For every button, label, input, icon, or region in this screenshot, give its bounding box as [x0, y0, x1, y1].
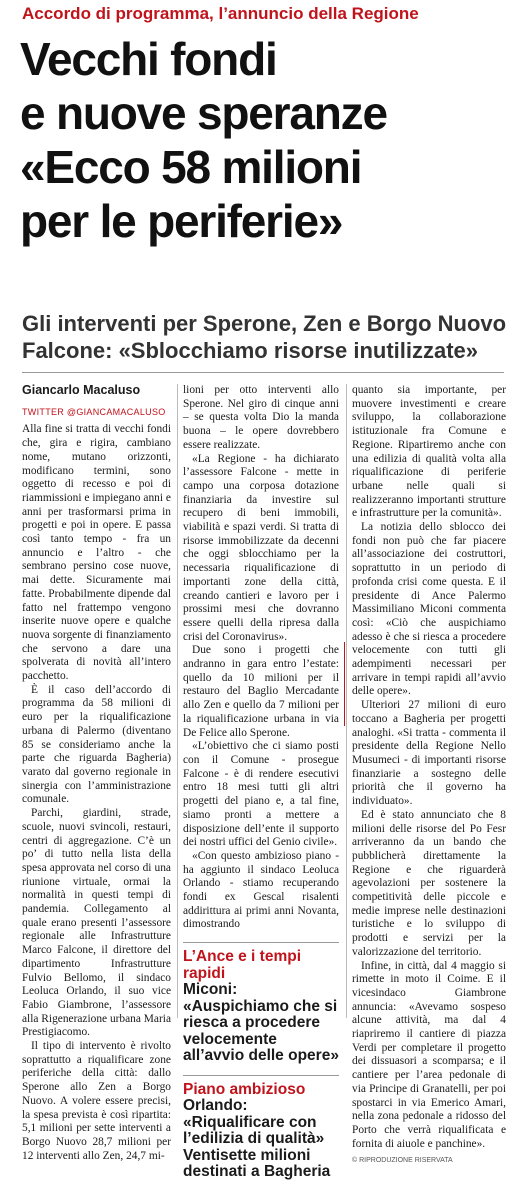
column-divider	[177, 384, 178, 1018]
paragraph: È il caso dell’accordo di programma da 58 milioni di euro per la riqualificazione urbana di Palermo (diventano 85 se consideriamo anche la parte che riguarda Bagheria) varato dal governo regionale in sinergia con l’amministrazione comunale.	[22, 683, 171, 806]
headline	[20, 32, 520, 248]
article-column-1	[22, 384, 171, 1163]
paragraph: Alla fine si tratta di vecchi fondi che, gira e rigira, cambiano nome, mutano orizzonti, modificano termini, sono oggetto di recesso e poi di riammissioni e impiegano anni e anni per trasformarsi prima in progetti e poi in opere. E passa così tanto tempo - fra un annuncio e l’altro - che sembrano persino cose nuove, mai dette. Sicuramente mai fatte. Probabilmente dipende dal fatto nel frattempo vengono inserite nuove opere e qualche nuova sorgente di finanziamento che servono a dare una spolverata di novità all’intero pacchetto.	[22, 423, 171, 683]
pull-quote-text: Orlando: «Riqualificare con l’edilizia di qualità» Ventisette milioni destinati a Bagheria	[183, 1097, 331, 1181]
copyright-credit: © RIPRODUZIONE RISERVATA	[352, 1157, 453, 1165]
paragraph: Infine, in città, dal 4 maggio si rimette in moto il Coime. E il vicesindaco Giambrone annuncia: «Avevamo sospeso alcune attività, ma dal 4 riapriremo il cantiere di piazza Verdi per completare il progetto dei dissuasori a scomparsa; e il cantiere per l’area pedonale di via Principe di Granatelli, per poi spostarci in via Emerico Amari, nella zona pedonale a ridosso del Porto che verrà riqualificata e fornita di aiuole e panchine».	[352, 959, 506, 1150]
subheadline-line: Falcone: «Sblocchiamo risorse inutilizzate»	[22, 338, 479, 363]
subheadline-line: Gli interventi per Sperone, Zen e Borgo Nuovo	[22, 311, 507, 336]
headline-line: e nuove speranze	[20, 87, 387, 139]
paragraph: quanto sia importante, per muovere investimenti e creare sviluppo, la collaborazione istituzionale fra Comune e Regione. Ripartiremo anche con una edilizia di qualità volta alla riqualificazione di periferie urbane nelle quali si realizzeranno importanti strutture e infrastrutture per la comunità».	[352, 384, 506, 520]
paragraph: La notizia dello sblocco dei fondi non può che far piacere all’associazione dei costruttori, soprattutto in un periodo di profonda crisi come questa. E il presidente di Ance Palermo Massimiliano Miconi commenta così: «Ciò che auspichiamo adesso è che si riesca a procedere velocemente con tutti gli adempimenti necessari per arrivare in tempi rapidi all’avvio delle opere».	[352, 521, 506, 698]
byline: Giancarlo Macaluso	[22, 383, 141, 397]
quote-marker-line	[344, 642, 345, 726]
pull-quote-title: Piano ambizioso	[183, 1080, 306, 1098]
paragraph: Il tipo di intervento è rivolto soprattutto a riqualificare zone periferiche della città: dallo Sperone allo Zen a Borgo Nuovo. A volere essere precisi, la spesa prevista è così ripartita: 5,1 milioni per sette interventi a Borgo Nuovo 28,7 milioni per 12 interventi allo Zen, 24,7 mi-	[22, 1040, 171, 1162]
article-column-3	[352, 384, 506, 1168]
header-divider	[22, 372, 504, 373]
column-divider	[346, 384, 347, 1018]
paragraph: «Con questo ambizioso piano - ha aggiunto il sindaco Leoluca Orlando - stiamo recuperando fondi ex Gescal risalenti addirittura ai primi anni Novanta, dimostrando	[183, 849, 339, 931]
paragraph: Parchi, giardini, strade, scuole, nuovi svincoli, restauri, centri di aggregazione. C’è un po’ di tutto nella lista della spesa approvata nel corso di una riunione virtuale, ormai la normalità in questi tempi di pandemia. Collegamento al quale erano presenti l’assessore regionale alle Infrastrutture Marco Falcone, il direttore del dipartimento Infrastrutture Fulvio Bellomo, il sindaco Leoluca Orlando, il suo vice Fabio Giambrone, l’assessore alla Rigenerazione urbana Maria Prestigiacomo.	[22, 807, 171, 1039]
kicker: Accordo di programma, l’annuncio della Regione	[22, 4, 419, 23]
pull-quote-ance	[183, 942, 339, 1065]
paragraph: Due sono i progetti che andranno in gara entro l’estate: quello da 10 milioni per il restauro del Baglio Mercadante allo Zen e quello da 7 milioni per la riqualificazione urbana in via De Felice allo Sperone.	[183, 644, 339, 739]
headline-line: Vecchi fondi	[20, 33, 277, 85]
paragraph: «L’obiettivo che ci siamo posti con il Comune - prosegue Falcone - è di rendere esecutivi entro 18 mesi tutti gli altri progetti del piano e, a tal fine, siamo pronti a mettere a disposizione dell’ente il supporto dei nostri uffici del Genio civile».	[183, 740, 339, 849]
headline-line: «Ecco 58 milioni	[20, 141, 362, 193]
pull-quote-text: Miconi: «Auspichiamo che si riesca a procedere velocemente all’avvio delle opere»	[183, 981, 339, 1065]
article-column-2	[183, 384, 339, 1189]
paragraph: «La Regione - ha dichiarato l’assessore Falcone - mette in campo una corposa dotazione finanziaria da investire sul recupero di beni immobili, viabilità e spazi verdi. Si tratta di risorse immobilizzate da decenni che oggi sblocchiamo per la necessaria riqualificazione di importanti zone della città, creando cantieri e lavoro per i prossimi mesi che dovranno essere quelli della ripresa dalla crisi del Coronavirus».	[183, 452, 339, 643]
paragraph: Ulteriori 27 milioni di euro toccano a Bagheria per progetti analoghi. «Si tratta - commenta il presidente della Regione Nello Musumeci - di importanti risorse finanziarie a sostegno delle priorità che il governo ha individuato».	[352, 699, 506, 808]
headline-line: per le periferie»	[20, 195, 343, 247]
pull-quote-title: L’Ance e i tempi rapidi	[183, 948, 302, 982]
subheadline	[22, 310, 522, 364]
pull-quote-orlando	[183, 1075, 339, 1181]
paragraph: lioni per otto interventi allo Sperone. Nel giro di cinque anni – se questa volta Dio la manda buona – le opere dovrebbero essere realizzate.	[183, 384, 339, 451]
twitter-handle[interactable]: TWITTER @GIANCAMACALUSO	[22, 406, 166, 417]
paragraph: Ed è stato annunciato che 8 milioni delle risorse del Po Fesr arriveranno da un bando che pubblicherà direttamente la Regione e che riguarderà agevolazioni per sostenere la competitività delle piccole e medie imprese nelle destinazioni turistiche e lo sviluppo di prodotti e servizi per la valorizzazione del territorio.	[352, 808, 506, 958]
